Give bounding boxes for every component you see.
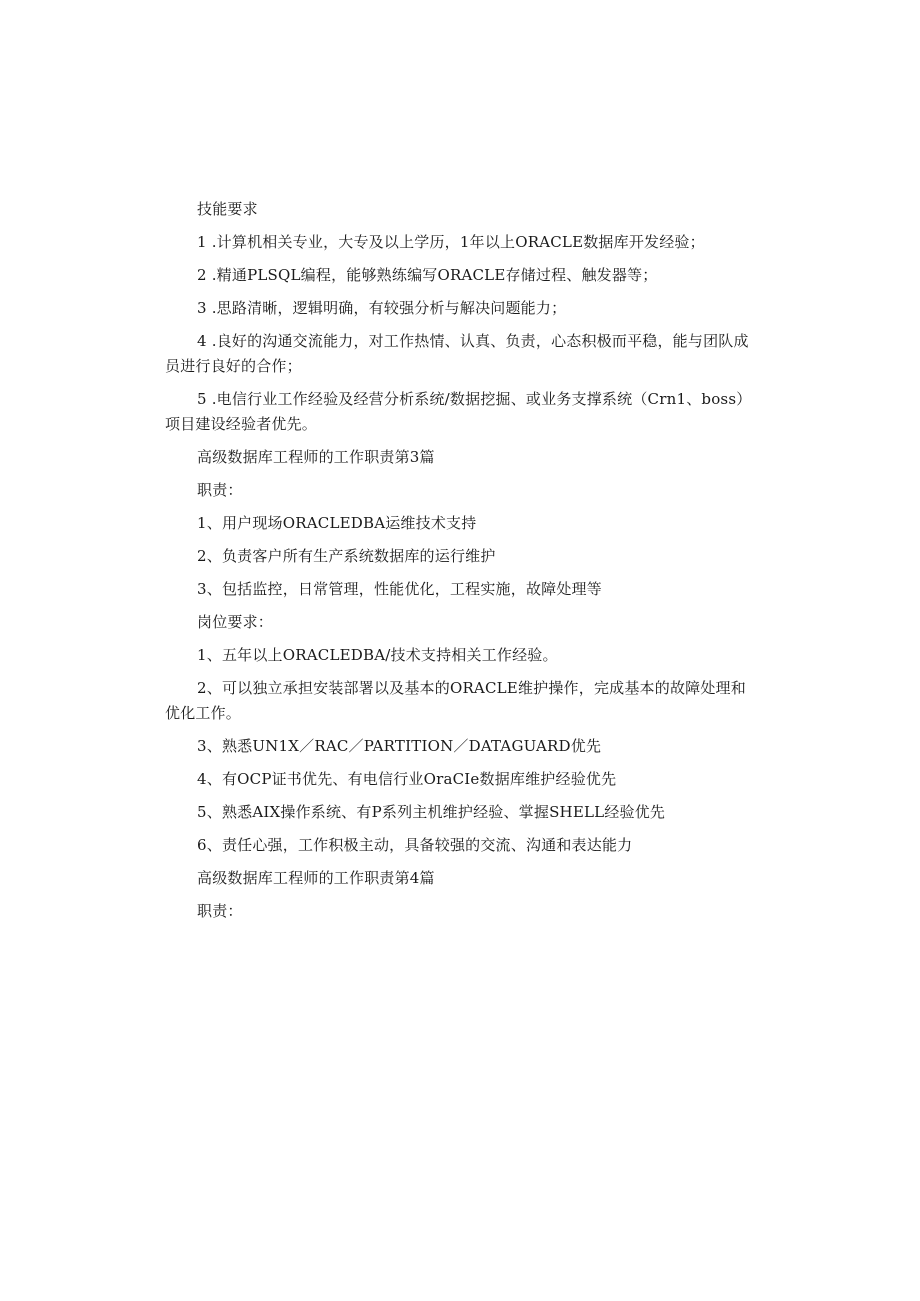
section-title-part4: 高级数据库工程师的工作职责第4篇 [197,869,435,887]
section-heading-requirements: 岗位要求： [197,613,274,631]
list-item: 2 .精通PLSQL编程，能够熟练编写ORACLE存储过程、触发器等； [197,266,658,284]
list-item: 3、熟悉UN1X／RAC／PARTITION／DATAGUARD优先 [197,737,602,755]
document-body [165,197,755,932]
list-item: 1、用户现场ORACLEDBA运维技术支持 [197,514,477,532]
list-item: 4 .良好的沟通交流能力，对工作热情、认真、负责，心态积极而平稳，能与团队成员进行良好的合作； [165,332,749,375]
list-item: 2、可以独立承担安装部署以及基本的ORACLE维护操作，完成基本的故障处理和优化工作。 [165,679,746,722]
list-item: 1 .计算机相关专业，大专及以上学历，1年以上ORACLE数据库开发经验； [197,233,705,251]
list-item: 3、包括监控，日常管理，性能优化，工程实施，故障处理等 [197,580,602,598]
list-item: 5 .电信行业工作经验及经营分析系统/数据挖掘、或业务支撑系统（Crn1、boss）项目建设经验者优先。 [165,390,752,433]
list-item: 2、负责客户所有生产系统数据库的运行维护 [197,547,496,565]
list-item: 5、熟悉AIX操作系统、有P系列主机维护经验、掌握SHELL经验优先 [197,803,666,821]
section-title-part3: 高级数据库工程师的工作职责第3篇 [197,448,435,466]
section-heading-duties: 职责： [197,481,243,499]
list-item: 1、五年以上ORACLEDBA/技术支持相关工作经验。 [197,646,558,664]
list-item: 6、责任心强，工作积极主动，具备较强的交流、沟通和表达能力 [197,836,633,854]
list-item: 3 .思路清晰，逻辑明确，有较强分析与解决问题能力； [197,299,567,317]
list-item: 4、有OCP证书优先、有电信行业OraCIe数据库维护经验优先 [197,770,617,788]
section-heading-duties: 职责： [197,902,243,920]
section-heading-skills: 技能要求 [197,200,258,218]
